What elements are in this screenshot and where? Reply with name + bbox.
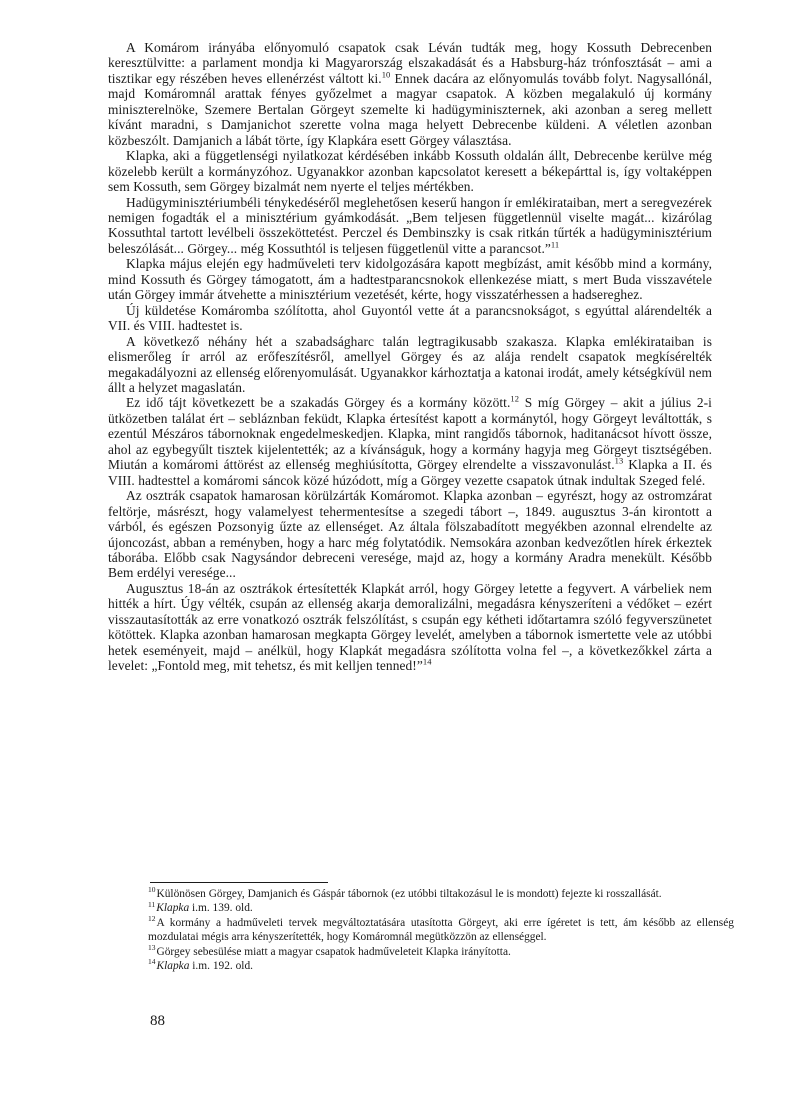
paragraph-text: Hadügyminisztériumbéli ténykedéséről meglehetősen keserű hangon ír emlékirataiban, mert a seregvezérek nemigen fogadták el a minisztérium gyámkodását. „Bem teljesen függetlennül viselte magát... kizárólag Kossuthtal tartott levélbeli összeköttetést. Perczel és Dembinszky is csak ritkán tűrték a hadügyminisztérium beleszólását... Görgey... még Kossuthtól is teljesen függetlenül vitte a parancsot.”	[108, 194, 712, 256]
paragraph	[108, 148, 712, 194]
footnote-text: Görgey sebesülése miatt a magyar csapatok hadműveleteit Klapka irányította.	[156, 945, 511, 958]
footnote	[148, 887, 734, 901]
footnotes	[148, 887, 734, 973]
footnote-divider	[150, 882, 328, 883]
page-number: 88	[150, 1013, 165, 1029]
footnote-number: 12	[148, 914, 156, 924]
footnote-number: 11	[148, 899, 156, 909]
paragraph-text: Ez idő tájt következett be a szakadás Görgey és a kormány között.	[126, 395, 511, 411]
paragraph	[108, 256, 712, 302]
footnote-reference[interactable]: 12	[510, 393, 520, 404]
footnote-source-title: Klapka	[156, 960, 190, 973]
paragraph	[108, 195, 712, 257]
paragraph	[108, 488, 712, 581]
footnote-text: i.m. 139. old.	[189, 902, 253, 915]
footnote-reference[interactable]: 10	[381, 69, 391, 80]
footnote-text: Különösen Görgey, Damjanich és Gáspár tábornok (ez utóbbi tiltakozásul le is mondott) fejezte ki rosszallását.	[156, 888, 662, 900]
footnote-number: 13	[148, 942, 156, 952]
paragraph-text: Augusztus 18-án az osztrákok értesítették Klapkát arról, hogy Görgey letette a fegyvert. A várbeliek nem hitték a hírt. Úgy vélték, csupán az ellenség akarja demoralizálni, megadásra kényszeríteni a védőket – ezért visszautasították az erre vonatkozó osztrák felszólítást, s csupán egy kétheti időtartamra szóló fegyverszünetet kötöttek. Klapka azonban hamarosan megkapta Görgey levelét, amelyben a tábornok ismertette vele az utóbbi hetek eseményeit, majd – anélkül, hogy Klapkát megadásra szólította volna fel –, a következőkkel zárta a levelet: „Fontold meg, mit tehetsz, és mit kelljen tenned!”	[108, 580, 712, 674]
footnote	[148, 959, 734, 973]
footnote-source-title: Klapka	[156, 902, 190, 915]
paragraph	[108, 303, 712, 334]
paragraph-text: Klapka a II. és VIII. hadtesttel a komáromi sáncok közé húzódott, míg a Görgey vezette csapatok útnak indultak Szeged felé.	[108, 457, 713, 488]
main-text	[108, 40, 712, 674]
paragraph-text: Az osztrák csapatok hamarosan körülzárták Komáromot. Klapka azonban – egyrészt, hogy az ostromzárat feltörje, másrészt, hogy valamelyest tehermentesítse a szegedi tábort –, 1849. augusztus 3-án kirontott a várból, és egészen Pozsonyig űzte az ellenséget. Az általa fölszabadított megyékben azonnal elrendelte az újoncozást, abban a reményben, hogy a harc még folytatódik. Nemsokára azonban kedvezőtlen hírek érkeztek táborába. Előbb csak Nagysándor debreceni veresége, majd az, hogy a kormány Aradra menekült. Később Bem erdélyi veresége...	[108, 488, 712, 581]
footnote-text: i.m. 192. old.	[189, 960, 254, 973]
paragraph-text: A következő néhány hét a szabadságharc talán legtragikusabb szakasza. Klapka emlékirataiban is elismerőleg ír arról az erőfeszítésről, amellyel Görgey és az alája rendelt csapatok megkísérelték megakadályozni az ellenség előrenyomulását. Ugyanakkor kárhoztatja a katonai irodát, amely kétségkívül nem állt a helyzet magaslatán.	[108, 333, 712, 395]
page-body	[108, 40, 712, 674]
paragraph	[108, 40, 712, 148]
paragraph-text: Ennek dacára az előnyomulás tovább folyt. Nagysallónál, majd Komáromnál arattak fényes győzelmet a magyar csapatok. A közben megalakuló új kormány miniszterelnöke, Szemere Bertalan Görgeyt szemelte ki hadügyminiszternek, aki azonban a sereg mellett kívánt maradni, s Damjanichot szerette volna maga helyett Debrecenbe küldeni. A véletlen azonban közbeszólt. Damjanich a lábát törte, így Klapkára esett Görgey választása.	[108, 70, 713, 148]
footnote-number: 10	[148, 885, 156, 895]
footnote-reference[interactable]: 11	[550, 239, 560, 250]
paragraph-text: Új küldetése Komáromba szólította, ahol Guyontól vette át a parancsnokságot, s egyúttal alárendelték a VII. és VIII. hadtestet is.	[108, 302, 712, 334]
paragraph-text: S míg Görgey – akit a július 2-i ütközetben találat ért – sebláznban feküdt, Klapka értesítést kapott a kormánytól, hogy Görgeyt leváltották, s ezentúl Mészáros tábornoknak engedelmeskedjen. Klapka, mint rangidős tábornok, haditanácsot hívott össze, ahol az egybegyűlt tisztek kijelentették; az a kívánságuk, hogy a kormány hagyja meg Görgeyt tisztségében. Miután a komáromi áttörést az ellenség meghiúsította, Görgey elrendelte a visszavonulást.	[108, 395, 712, 473]
paragraph	[108, 334, 712, 396]
footnote-reference[interactable]: 14	[422, 656, 432, 667]
footnote-number: 14	[148, 957, 156, 967]
footnote	[148, 942, 734, 959]
paragraph	[108, 395, 712, 488]
footnote	[148, 901, 734, 915]
paragraph-text: Klapka május elején egy hadműveleti terv kidolgozására kapott megbízást, amit később mind a kormány, mind Kossuth és Görgey támogatott, ám a hadtestparancsnokok ellenkezése miatt, s mert Buda visszavétele után Görgey immár átvehette a minisztérium vezetését, kérte, hogy visszatérhessen a hadsereghez.	[108, 256, 712, 303]
footnote-text: A kormány a hadműveleti tervek megváltoztatására utasította Görgeyt, aki erre ígéretet is tett, ám később az ellenség mozdulatai mégis arra kényszerítették, hogy Komáromnál megütközzön az ellenséggel.	[148, 916, 734, 944]
paragraph-text: Klapka, aki a függetlenségi nyilatkozat kérdésében inkább Kossuth oldalán állt, Debrecenbe kerülve még közelebb került a kormányzóhoz. Ugyanakkor azonban kapcsolatot keresett a békepárttal is, így voltaképpen sem Kossuth, sem Görgey bizalmát nem nyerte el teljes mértékben.	[108, 148, 712, 195]
footnote	[148, 916, 734, 945]
paragraph	[108, 581, 712, 674]
paragraph-text: A Komárom irányába előnyomuló csapatok csak Léván tudták meg, hogy Kossuth Debrecenben keresztülvitte: a parlament mondja ki Magyarország elszakadását és a Habsburg-ház trónfosztását – ami a tisztikar egy részében heves ellenérzést váltott ki.	[108, 40, 712, 86]
footnote-reference[interactable]: 13	[614, 455, 624, 466]
